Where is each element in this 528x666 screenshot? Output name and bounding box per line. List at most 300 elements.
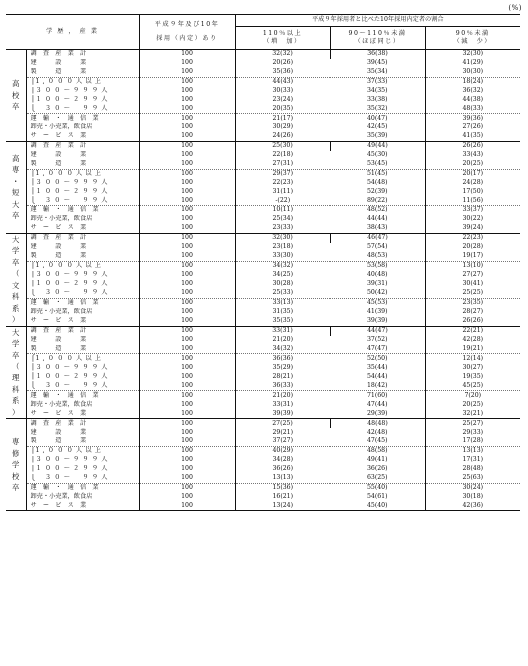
increase-value: 30(29)	[272, 123, 294, 131]
same-value: 89(22)	[330, 196, 425, 205]
education-group-char: 大	[12, 234, 20, 244]
same-value: 44(44)	[366, 215, 388, 223]
increase-value: 36(36)	[272, 354, 294, 362]
education-group-char: 卒	[12, 102, 20, 112]
industry-label	[26, 492, 139, 501]
size-bracket-icon: ⎧	[30, 354, 36, 362]
industry-text: 製 造 業	[30, 252, 87, 260]
industry-label	[26, 465, 139, 474]
industry-text: サ ー ビ ス 業	[30, 501, 87, 509]
base-value: 100	[139, 215, 235, 224]
base-value: 100	[139, 336, 235, 345]
increase-value: 30(28)	[272, 280, 294, 288]
industry-label	[26, 187, 139, 196]
header-same	[330, 27, 425, 50]
decrease-value: 28(27)	[425, 308, 520, 317]
same-value: 52(39)	[366, 187, 388, 195]
table-row	[6, 372, 520, 381]
table-row	[6, 345, 520, 354]
decrease-value: 11(56)	[425, 196, 520, 205]
same-value: 53(58)	[366, 262, 388, 270]
same-value: 42(48)	[366, 428, 388, 436]
same-value: 54(61)	[366, 492, 388, 500]
education-group-text	[12, 436, 19, 493]
increase-value: 31(11)	[272, 187, 294, 195]
industry-text: 建 設 業	[30, 428, 87, 436]
table-row	[6, 95, 520, 104]
industry-text: ３０～ ９９人	[35, 289, 111, 296]
same-value: 36(26)	[366, 465, 388, 473]
industry-label	[26, 95, 139, 104]
same-value: 37(52)	[366, 335, 388, 343]
increase-value: 20(26)	[272, 59, 294, 67]
decrease-value: 30(24)	[425, 483, 520, 492]
industry-label	[26, 196, 139, 205]
industry-text: 調 査 産 業 計	[30, 419, 87, 427]
same-value: 18(42)	[330, 381, 425, 390]
industry-text: 調 査 産 業 計	[30, 326, 87, 334]
base-value: 100	[139, 492, 235, 501]
education-group-char: （	[12, 269, 20, 279]
industry-label	[26, 391, 139, 400]
industry-label	[26, 372, 139, 381]
increase-value: 34(28)	[272, 456, 294, 464]
industry-label	[26, 289, 139, 298]
decrease-value: 42(28)	[425, 336, 520, 345]
industry-label	[26, 178, 139, 187]
industry-label	[26, 400, 139, 409]
industry-label	[26, 326, 139, 335]
base-value: 100	[139, 123, 235, 132]
increase-value: 36(26)	[272, 465, 294, 473]
education-group-text	[12, 327, 19, 419]
education-group-label	[6, 326, 26, 419]
decrease-value: 33(43)	[425, 151, 520, 160]
table-row	[6, 381, 520, 390]
industry-text: 卸売・小売業，飲食店	[30, 492, 93, 500]
industry-label	[26, 50, 139, 59]
industry-text: ３０～ ９９人	[35, 381, 111, 389]
base-value: 100	[139, 428, 235, 437]
industry-label	[26, 474, 139, 483]
base-value: 100	[139, 409, 235, 419]
table-row	[6, 132, 520, 141]
base-value: 100	[139, 483, 235, 492]
decrease-value: 39(36)	[425, 114, 520, 123]
table-row	[6, 409, 520, 419]
hiring-ratio-table	[6, 14, 520, 511]
industry-label	[26, 354, 139, 363]
base-value: 100	[139, 372, 235, 381]
header-decrease	[425, 27, 520, 50]
increase-value: 37(27)	[235, 437, 330, 446]
decrease-value: 23(35)	[425, 298, 520, 307]
header-industry	[6, 15, 139, 50]
same-value: 48(53)	[330, 252, 425, 261]
industry-label	[26, 298, 139, 307]
same-value: 37(33)	[366, 78, 388, 86]
size-bracket-icon: ⎩	[30, 289, 36, 296]
decrease-value: 25(63)	[425, 474, 520, 483]
increase-value: 33(30)	[235, 252, 330, 261]
base-value: 100	[139, 252, 235, 261]
base-value: 100	[139, 391, 235, 400]
header-increase-line1: 110％以上	[262, 29, 303, 37]
size-bracket-icon: ⎧	[30, 78, 36, 86]
base-value: 100	[139, 289, 235, 298]
industry-label	[26, 151, 139, 160]
same-value: 44(47)	[330, 326, 425, 335]
decrease-value: 19(21)	[425, 345, 520, 354]
same-value: 39(39)	[330, 317, 425, 327]
increase-value: 29(21)	[272, 428, 294, 436]
table-row	[6, 114, 520, 123]
increase-value: 33(31)	[272, 326, 293, 334]
base-value: 100	[139, 68, 235, 77]
industry-label	[26, 224, 139, 233]
same-value: 35(34)	[330, 68, 425, 77]
decrease-value: 42(36)	[425, 501, 520, 510]
table-row	[6, 68, 520, 77]
decrease-value: 30(22)	[425, 215, 520, 224]
table-row	[6, 178, 520, 187]
table-row	[6, 400, 520, 409]
industry-label	[26, 428, 139, 437]
same-value: 29(39)	[330, 409, 425, 419]
industry-text: サ ー ビ ス 業	[30, 409, 87, 417]
decrease-value: 18(24)	[425, 77, 520, 86]
decrease-value: 27(27)	[425, 271, 520, 280]
table-row	[6, 151, 520, 160]
industry-label	[26, 381, 139, 390]
same-value: 63(25)	[330, 474, 425, 483]
increase-value: 34(25)	[272, 271, 294, 279]
table-row	[6, 298, 520, 307]
increase-value: 13(24)	[235, 501, 330, 510]
table-row	[6, 363, 520, 372]
base-value: 100	[139, 151, 235, 160]
industry-label	[26, 317, 139, 327]
industry-text: サ ー ビ ス 業	[30, 224, 87, 232]
increase-value: 31(35)	[272, 307, 294, 315]
industry-text: ３００～９９９人	[35, 456, 111, 464]
table-row	[6, 141, 520, 150]
industry-text: ３００～９９９人	[35, 178, 111, 186]
industry-text: 調 査 産 業 計	[30, 142, 87, 150]
industry-label	[26, 280, 139, 289]
education-group-char: 系	[12, 303, 20, 313]
table-row	[6, 492, 520, 501]
base-value: 100	[139, 233, 235, 242]
industry-text: ３０～ ９９人	[35, 196, 111, 204]
header-base-line1: 平成９年及び10年	[154, 20, 220, 28]
base-value: 100	[139, 87, 235, 96]
table-row	[6, 160, 520, 169]
decrease-value: 25(27)	[425, 419, 520, 428]
decrease-value: 20(28)	[425, 243, 520, 252]
header-increase	[235, 27, 330, 50]
same-value: 54(44)	[366, 372, 388, 380]
base-value: 100	[139, 419, 235, 428]
industry-label	[26, 114, 139, 123]
increase-value: 33(13)	[272, 298, 294, 306]
decrease-value: 45(25)	[425, 381, 520, 390]
header-ratio	[235, 15, 520, 27]
industry-label	[26, 456, 139, 465]
decrease-value: 30(41)	[425, 280, 520, 289]
table-row	[6, 87, 520, 96]
industry-text: 1,０００人以上	[35, 447, 105, 455]
decrease-value: 32(21)	[425, 409, 520, 419]
increase-value: 33(31)	[272, 400, 294, 408]
increase-value: 39(39)	[235, 409, 330, 419]
table-row	[6, 169, 520, 178]
industry-text: 建 設 業	[30, 335, 87, 343]
base-value: 100	[139, 243, 235, 252]
increase-value: 32(30)	[272, 234, 293, 242]
increase-value: 32(32)	[272, 50, 293, 58]
industry-label	[26, 419, 139, 428]
base-value: 100	[139, 187, 235, 196]
education-group-char: 卒	[12, 211, 20, 221]
education-group-char: 高	[12, 79, 20, 89]
base-value: 100	[139, 132, 235, 141]
industry-label	[26, 501, 139, 510]
decrease-value: 41(35)	[425, 132, 520, 141]
table-row	[6, 391, 520, 400]
education-group-label	[6, 50, 26, 142]
industry-text: 運 輸 ・ 通 信 業	[30, 114, 99, 122]
same-value: 35(44)	[366, 363, 388, 371]
education-group-char: （	[12, 361, 20, 371]
industry-label	[26, 409, 139, 419]
education-group-char: 卒	[12, 482, 20, 492]
size-bracket-icon: ⎩	[30, 381, 36, 389]
table-row	[6, 501, 520, 510]
decrease-value: 26(26)	[425, 317, 520, 327]
same-value: 57(54)	[366, 243, 388, 251]
same-value: 49(44)	[330, 141, 425, 150]
header-base-line2: 採用（内定）あり	[156, 35, 218, 42]
base-value: 100	[139, 501, 235, 510]
size-bracket-icon: ⎧	[30, 447, 36, 455]
increase-value: 35(29)	[272, 363, 294, 371]
increase-value: 27(31)	[235, 160, 330, 169]
base-value: 100	[139, 50, 235, 59]
base-value: 100	[139, 169, 235, 178]
increase-value: 22(23)	[272, 178, 294, 186]
education-group-char: 科	[12, 292, 20, 302]
education-group-char: 大	[12, 327, 20, 337]
industry-text: １００～２９９人	[35, 372, 111, 380]
table-row	[6, 104, 520, 113]
table-row	[6, 59, 520, 68]
same-value: 51(45)	[366, 169, 388, 177]
header-base	[139, 15, 235, 50]
industry-text: 調 査 産 業 計	[30, 234, 87, 242]
table-row	[6, 419, 520, 428]
industry-text: サ ー ビ ス 業	[30, 316, 87, 324]
industry-text: ３０～ ９９人	[35, 474, 111, 481]
increase-value: 40(29)	[272, 447, 294, 455]
base-value: 100	[139, 196, 235, 205]
increase-value: 21(20)	[272, 335, 294, 343]
table-row	[6, 456, 520, 465]
decrease-value: 25(25)	[425, 289, 520, 298]
size-bracket-icon: ⎪	[30, 187, 36, 195]
table-row	[6, 317, 520, 327]
increase-value: 10(11)	[272, 206, 294, 214]
industry-text: １００～２９９人	[35, 95, 111, 103]
increase-value: 25(33)	[235, 289, 330, 298]
decrease-value: 41(29)	[425, 59, 520, 68]
base-value: 100	[139, 271, 235, 280]
same-value: 50(42)	[330, 289, 425, 298]
header-same-line1: 90～110％未満	[348, 29, 407, 37]
same-value: 45(40)	[330, 501, 425, 510]
decrease-value: 30(18)	[425, 492, 520, 501]
increase-value: 24(26)	[235, 132, 330, 141]
table-row	[6, 336, 520, 345]
decrease-value: 24(28)	[425, 178, 520, 187]
decrease-value: 17(50)	[425, 187, 520, 196]
industry-label	[26, 336, 139, 345]
increase-value: 20(35)	[235, 104, 330, 113]
decrease-value: 19(35)	[425, 372, 520, 381]
size-bracket-icon: ⎧	[30, 169, 36, 177]
decrease-value: 44(38)	[425, 95, 520, 104]
education-group-char: 卒	[12, 350, 20, 360]
industry-text: 製 造 業	[30, 160, 87, 168]
base-value: 100	[139, 206, 235, 215]
table-row	[6, 77, 520, 86]
same-value: 42(45)	[366, 123, 388, 131]
industry-text: 1,０００人以上	[35, 262, 105, 270]
base-value: 100	[139, 308, 235, 317]
decrease-value: 36(32)	[425, 87, 520, 96]
industry-label	[26, 141, 139, 150]
base-value: 100	[139, 59, 235, 68]
size-bracket-icon: ⎪	[30, 363, 36, 371]
same-value: 47(44)	[366, 400, 388, 408]
industry-label	[26, 345, 139, 354]
decrease-value: 20(25)	[425, 400, 520, 409]
table-row	[6, 326, 520, 335]
unit-label: (%)	[508, 4, 522, 12]
increase-value: 21(20)	[272, 391, 294, 399]
industry-text: 1,０００人以上	[35, 354, 105, 362]
base-value: 100	[139, 446, 235, 455]
table-row	[6, 437, 520, 446]
decrease-value: 48(33)	[425, 104, 520, 113]
education-group-text	[12, 78, 19, 112]
table-row	[6, 483, 520, 492]
base-value: 100	[139, 141, 235, 150]
header-same-line2: （ほぼ同じ）	[354, 38, 401, 45]
education-group-label	[6, 233, 26, 326]
size-bracket-icon: ⎪	[30, 271, 36, 279]
base-value: 100	[139, 95, 235, 104]
base-value: 100	[139, 474, 235, 483]
decrease-value: 13(13)	[425, 446, 520, 455]
education-group-char: 校	[12, 90, 20, 100]
same-value: 36(38)	[330, 50, 425, 59]
industry-label	[26, 243, 139, 252]
industry-label	[26, 252, 139, 261]
base-value: 100	[139, 114, 235, 123]
base-value: 100	[139, 363, 235, 372]
increase-value: 23(18)	[272, 243, 294, 251]
base-value: 100	[139, 280, 235, 289]
size-bracket-icon: ⎪	[30, 280, 36, 288]
industry-text: 製 造 業	[30, 344, 87, 352]
table-row	[6, 50, 520, 59]
decrease-value: 17(31)	[425, 456, 520, 465]
industry-label	[26, 215, 139, 224]
industry-label	[26, 68, 139, 77]
education-group-char: ）	[12, 407, 20, 417]
decrease-value: 12(14)	[425, 354, 520, 363]
same-value: 35(32)	[330, 104, 425, 113]
table-header	[6, 15, 520, 50]
industry-text: 製 造 業	[30, 437, 87, 445]
education-group-char: 科	[12, 384, 20, 394]
size-bracket-icon: ⎪	[30, 178, 36, 186]
education-group-char: ）	[12, 315, 20, 325]
industry-text: ３００～９９９人	[35, 363, 111, 371]
industry-text: 1,０００人以上	[35, 78, 105, 86]
industry-label	[26, 169, 139, 178]
industry-label	[26, 271, 139, 280]
increase-value: 35(35)	[235, 317, 330, 327]
increase-value: 23(24)	[272, 95, 294, 103]
same-value: 48(48)	[330, 419, 425, 428]
table-row	[6, 123, 520, 132]
industry-label	[26, 446, 139, 455]
increase-value: 22(18)	[272, 151, 294, 159]
education-group-char: 系	[12, 396, 20, 406]
education-group-char: 専	[12, 165, 20, 175]
header-industry-label: 学 歴 ， 産 業	[46, 27, 99, 35]
size-bracket-icon: ⎩	[30, 104, 36, 112]
table-body	[6, 50, 520, 511]
industry-text: 運 輸 ・ 通 信 業	[30, 206, 99, 214]
decrease-value: 7(20)	[425, 391, 520, 400]
decrease-value: 13(10)	[425, 261, 520, 270]
header-increase-line2: （増 加）	[263, 38, 302, 45]
industry-text: 建 設 業	[30, 151, 87, 159]
same-value: 39(31)	[366, 280, 388, 288]
education-group-char: 卒	[12, 257, 20, 267]
base-value: 100	[139, 261, 235, 270]
increase-value: 36(33)	[235, 381, 330, 390]
base-value: 100	[139, 104, 235, 113]
header-decrease-line2: （減 少）	[453, 38, 492, 45]
same-value: 46(47)	[330, 233, 425, 242]
increase-value: -(22)	[235, 196, 330, 205]
header-ratio-label: 平成９年採用者と比べた10年採用内定者の割合	[311, 16, 444, 24]
industry-label	[26, 104, 139, 113]
education-group-char: 大	[12, 199, 20, 209]
table-row	[6, 465, 520, 474]
same-value: 40(47)	[366, 114, 388, 122]
industry-text: 卸売・小売業，飲食店	[30, 215, 93, 223]
same-value: 48(58)	[366, 447, 388, 455]
base-value: 100	[139, 345, 235, 354]
industry-text: ３０～ ９９人	[35, 104, 111, 112]
industry-text: 建 設 業	[30, 59, 87, 67]
same-value: 40(48)	[366, 271, 388, 279]
